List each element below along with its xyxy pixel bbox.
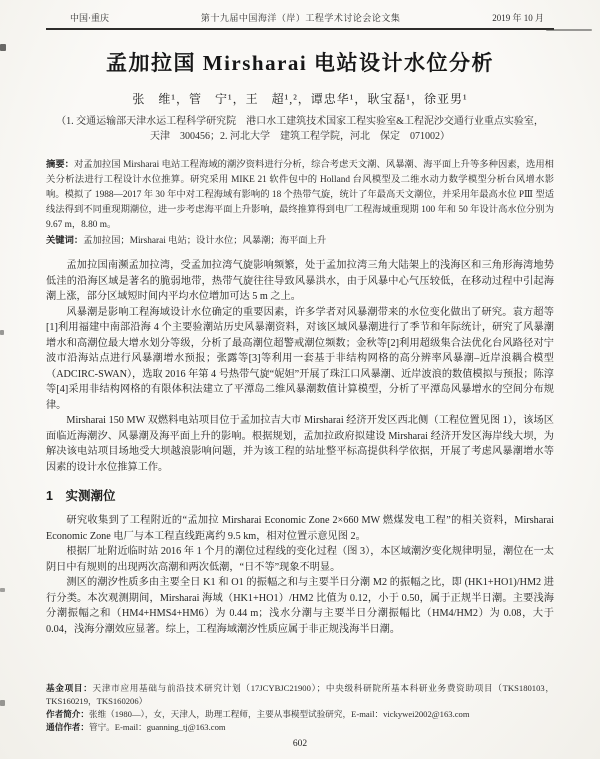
keywords	[46, 233, 554, 249]
page-number: 602	[292, 739, 308, 749]
body-paragraph: 测区的潮汐性质多由主要全日 K1 和 O1 的振幅之和与主要半日分潮 M2 的振幅之比，即 (HK1+HO1)/HM2 进行分类。本次观测期间，Mirsharai 海域（HK1+HO1）/HM2 比值为 0.12，小于 0.50，属于正规半日潮。主要浅海分潮振幅之和（HM4+HMS4+HM6）为 0.44 m；浅水分潮与主要半日分潮振幅比（HM4/HM2）为 0.08，大于 0.04，浅海分潮效应显著。综上，工程海域潮汐性质应属于非正规浅海半日潮。	[46, 577, 554, 635]
corresponding-author-text: 管宁。E-mail：guanning_tj@163.com	[88, 722, 226, 732]
author-bio-text: 张维（1980—），女，天津人，助理工程师，主要从事模型试验研究，E-mail：vickywei2002@163.com	[88, 709, 470, 719]
scan-artifact	[0, 330, 4, 335]
abstract	[46, 157, 554, 233]
keywords-label: 关键词：	[46, 235, 84, 245]
abstract-label: 摘要：	[46, 159, 75, 169]
corresponding-author-label: 通信作者：	[46, 722, 89, 732]
header-date: 2019 年 10 月	[492, 13, 544, 23]
body-paragraph: 研究收集到了工程附近的“孟加拉 Mirsharai Economic Zone 2×660 MW 燃煤发电工程”的相关资料，Mirsharai Economic Zone 电厂与本工程直线距离约 9.5 km，相对位置示意见图 2。	[46, 515, 554, 542]
footnote-block	[46, 682, 554, 751]
section-1-heading: 1 实测潮位	[46, 489, 116, 503]
fund-text: 天津市应用基础与前沿技术研究计划（17JCYBJC21900）；中央级科研院所基本科研业务费资助项目（TKS180103，TKS160219，TKS160206）	[46, 683, 554, 706]
header-proceedings-title: 第十九届中国海洋（岸）工程学术讨论会论文集	[200, 13, 401, 23]
introduction-section	[46, 258, 554, 475]
body-paragraph: 根据厂址附近临时站 2016 年 1 个月的潮位过程线的变化过程（图 3），本区域潮汐变化规律明显，潮位在一太阴日中有规则的出现两次高潮和两次低潮，“日不等”现象不明显。	[46, 546, 554, 573]
paper-title: 孟加拉国 Mirsharai 电站设计水位分析	[106, 51, 494, 75]
header-location: 中国·重庆	[70, 13, 109, 23]
fund-note	[46, 682, 554, 708]
page-header	[46, 8, 554, 27]
body-paragraph: 风暴潮是影响工程海域设计水位确定的重要因素，许多学者对风暴潮带来的水位变化做出了研究。袁方超等[1]利用福建中南部沿海 4 个主要验潮站历史风暴潮资料，对该区域风暴潮进行了季节和年际统计，研究了风暴潮增水和高潮位最大增水划分等级，分析了最高潮位超警戒潮位频数；金秋等[2]利用超级集合法优化台风路径对宁波市沿海站点进行风暴潮增水预报；张露等[3]等利用一套基于非结构网格的高分辨率风暴潮–近岸浪耦合模型（ADCIRC-SWAN），选取 2016 年第 4 号热带气旋“妮妲”开展了珠江口风暴潮、近岸波浪的数值模拟与预报；陈淳等[4]采用非结构网格的有限体积法建立了平潭岛二维风暴潮数值计算模型，分析了平潭岛风暴增水的空间分布规律。	[46, 306, 554, 411]
fund-label: 基金项目：	[46, 683, 93, 693]
corresponding-author-note	[46, 721, 554, 734]
affiliation: （1. 交通运输部天津水运工程科学研究院 港口水工建筑技术国家工程实验室&工程泥沙交通行业重点实验室，天津 300456；2. 河北大学 建筑工程学院，河北 保定 071002）	[56, 116, 544, 142]
authors-line: 张 维¹，管 宁¹，王 超¹,²，谭忠华¹，耿宝磊¹，徐亚男¹	[132, 92, 468, 106]
section-1-content	[46, 513, 554, 637]
header-rule	[46, 28, 554, 30]
keywords-text: 孟加拉国；Mirsharai 电站；设计水位；风暴潮；海平面上升	[83, 236, 327, 246]
scan-artifact	[0, 44, 6, 51]
scan-artifact	[546, 29, 592, 31]
body-paragraph: Mirsharai 150 MW 双燃料电站项目位于孟加拉吉大市 Mirsharai 经济开发区西北侧（工程位置见图 1），该场区面临近海潮汐、风暴潮及海平面上升的影响。根据规划，孟加拉政府拟建设 Mirsharai 经济开发区海岸线大坝，为解决该电站项目场地受大坝越浪影响问题，并为该工程的站址整平标高提供科学依据，开展了考虑风暴潮增水等因素的设计水位推算工作。	[46, 415, 554, 473]
author-bio-note	[46, 708, 554, 721]
body-paragraph: 孟加拉国南濒孟加拉湾，受孟加拉湾气旋影响频繁，处于孟加拉湾三角大陆架上的浅海区和三角形海湾地势低洼的沿海区域是著名的脆弱地带，热带气旋往往导致风暴洪水，由于风暴中心气压较低，在移动过程中引起海潮上涨，部分区域短时间内平均水位增加可达 5 m 之上。	[46, 260, 554, 302]
abstract-text: 对孟加拉国 Mirsharai 电站工程海域的潮汐资料进行分析，综合考虑天文潮、风暴潮、海平面上升等多种因素，选用相关分析法进行工程设计水位推算。研究采用 MIKE 21 软件包中的 Holland 台风模型及二维水动力数学模型分析台风增水影响。模拟了 1988—2017 年 30 年中对工程海域有影响的 18 个热带气旋，统计了年最高天文潮位，并采用年最高水位 PⅢ 型适线法得到不同重现期潮位，进一步考虑海平面上升影响，最终推算得到电厂工程海域重现期 100 年和 50 年设计高水位分别为 9.67 m，8.80 m。	[46, 160, 554, 230]
author-bio-label: 作者简介：	[46, 709, 89, 719]
scan-artifact	[0, 588, 5, 592]
scan-artifact	[0, 700, 5, 706]
